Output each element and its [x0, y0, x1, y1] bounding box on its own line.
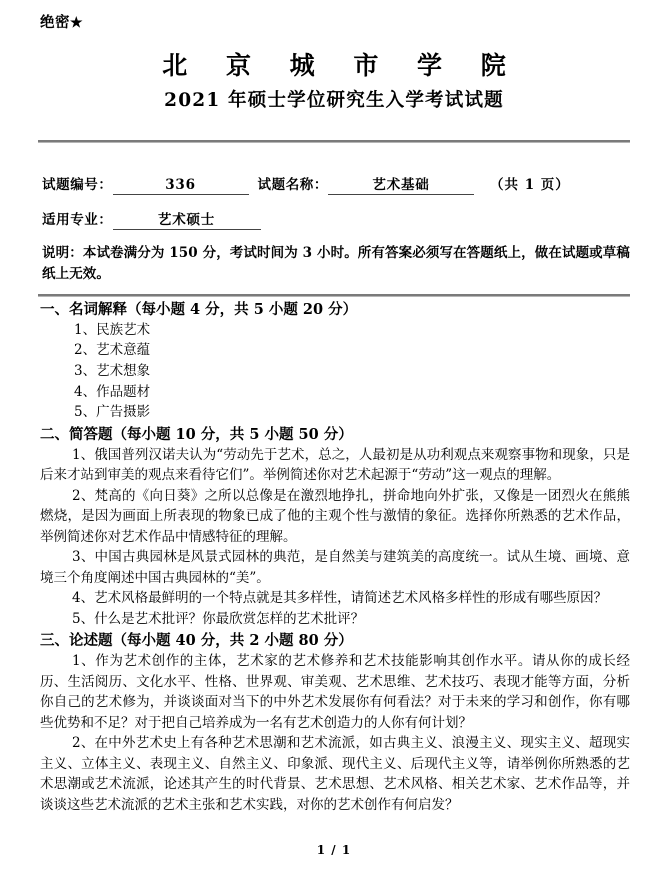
page-indicator: 1 / 1: [316, 843, 352, 857]
question-list: [38, 445, 630, 630]
question-item: 5、什么是艺术批评？你最欣赏怎样的艺术批评？: [72, 610, 365, 627]
question-item: 1、民族艺术: [74, 321, 151, 338]
exam-code-value: 336: [113, 177, 249, 195]
exam-name-value: 艺术基础: [328, 173, 474, 195]
question-item: 1、俄国普列汉诺夫认为“劳动先于艺术，总之，人最初是从功利观点来观察事物和现象，只是后来才站到审美的观点来看待它们”。举例简述你对艺术起源于“劳动”这一观点的理解。: [40, 446, 630, 484]
question-item: 2、艺术意蕴: [74, 342, 151, 359]
question-item: 4、作品题材: [74, 383, 151, 400]
header-divider: [38, 140, 630, 143]
meta-row-major: [38, 208, 630, 230]
exam-meta-block: [38, 173, 630, 285]
section-heading: 三、论述题（每小题 40 分，共 2 小题 80 分）: [40, 632, 353, 650]
question-section: [38, 299, 630, 423]
major-label: 适用专业：: [42, 212, 113, 229]
question-item: 3、中国古典园林是风景式园林的典范，是自然美与建筑美的高度统一。试从生境、画境、意境三个角度阐述中国古典园林的“美”。: [40, 549, 630, 586]
university-title: 北 京 城 市 学 院: [162, 50, 521, 80]
question-section: [38, 424, 630, 630]
question-item: 3、艺术想象: [74, 362, 151, 379]
exam-code-label: 试题编号：: [42, 177, 113, 194]
question-section: [38, 630, 630, 815]
page-count-label: （共 1 页）: [490, 177, 570, 194]
exam-title: 2021 年硕士学位研究生入学考试试题: [164, 90, 504, 112]
instructions-divider: [38, 294, 630, 297]
section-heading: 二、简答题（每小题 10 分，共 5 小题 50 分）: [40, 425, 353, 443]
section-heading: 一、名词解释（每小题 4 分，共 5 小题 20 分）: [40, 300, 358, 318]
confidential-mark: [38, 0, 630, 32]
question-item: 2、梵高的《向日葵》之所以总像是在激烈地挣扎，拼命地向外扩张，又像是一团烈火在熊熊燃烧，是因为画面上所表现的物象已成了他的主观个性与激情的象征。选择你所熟悉的艺术作品，举例简述你对艺术作品中情感特征的理解。: [40, 487, 630, 545]
exam-instructions: 说明：本试卷满分为 150 分，考试时间为 3 小时。所有答案必须写在答题纸上，做在试题或草稿纸上无效。: [42, 245, 630, 283]
question-item: 1、作为艺术创作的主体，艺术家的艺术修养和艺术技能影响其创作水平。请从你的成长经历、生活阅历、文化水平、性格、世界观、审美观、艺术思维、艺术技巧、表现才能等方面，分析你自己的艺术修为，并谈谈面对当下的中外艺术发展你有何看法？对于未来的学习和创作，你有哪些优势和不足？对于把自己培养成为一名有艺术创造力的人你有何计划？: [40, 653, 630, 731]
question-sections: [38, 299, 630, 815]
question-item: 4、艺术风格最鲜明的一个特点就是其多样性，请简述艺术风格多样性的形成有哪些原因？: [72, 590, 608, 607]
major-value: 艺术硕士: [113, 208, 261, 230]
question-item: 5、广告摄影: [74, 404, 151, 421]
question-list: [38, 320, 630, 423]
star-icon: ★: [70, 15, 83, 31]
meta-row-code-name: [38, 173, 630, 195]
question-list: [38, 651, 630, 815]
confidential-label: 绝密: [40, 14, 70, 31]
exam-name-label: 试题名称：: [257, 177, 328, 194]
page-footer: [0, 843, 668, 857]
question-item: 2、在中外艺术史上有各种艺术思潮和艺术流派，如古典主义、浪漫主义、现实主义、超现实主义、立体主义、表现主义、自然主义、印象派、现代主义、后现代主义等，请举例你所熟悉的艺术思潮或艺术流派，论述其产生的时代背景、艺术思想、艺术风格、相关艺术家、艺术作品等，并谈谈这些艺术流派的艺术主张和艺术实践，对你的艺术创作有何启发？: [40, 735, 630, 813]
